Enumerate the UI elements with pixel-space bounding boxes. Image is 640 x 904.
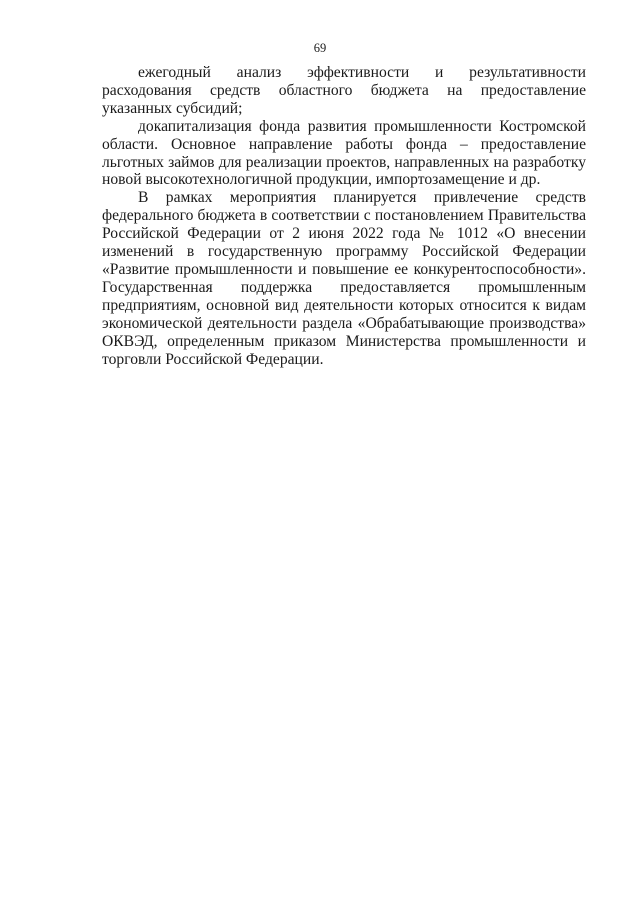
paragraph-subsidy-analysis: ежегодный анализ эффективности и результативности расходования средств областного бюджета на предоставление указанных субсидий; — [102, 64, 586, 117]
document-body — [102, 64, 586, 368]
paragraph-federal-funding: В рамках мероприятия планируется привлечение средств федерального бюджета в соответствии с постановлением Правительства Российской Федерации от 2 июня 2022 года № 1012 «О внесении изменений в государственную программу Российской Федерации «Развитие промышленности и повышение ее конкурентоспособности». Государственная поддержка предоставляется промышленным предприятиям, основной вид деятельности которых относится к видам экономической деятельности раздела «Обрабатывающие производства» ОКВЭД, определенным приказом Министерства промышленности и торговли Российской Федерации. — [102, 189, 586, 368]
page-number: 69 — [313, 41, 327, 55]
paragraph-fund-capitalization: докапитализация фонда развития промышленности Костромской области. Основное направление работы фонда – предоставление льготных займов для реализации проектов, направленных на разработку новой высокотехнологичной продукции, импортозамещение и др. — [102, 117, 586, 189]
